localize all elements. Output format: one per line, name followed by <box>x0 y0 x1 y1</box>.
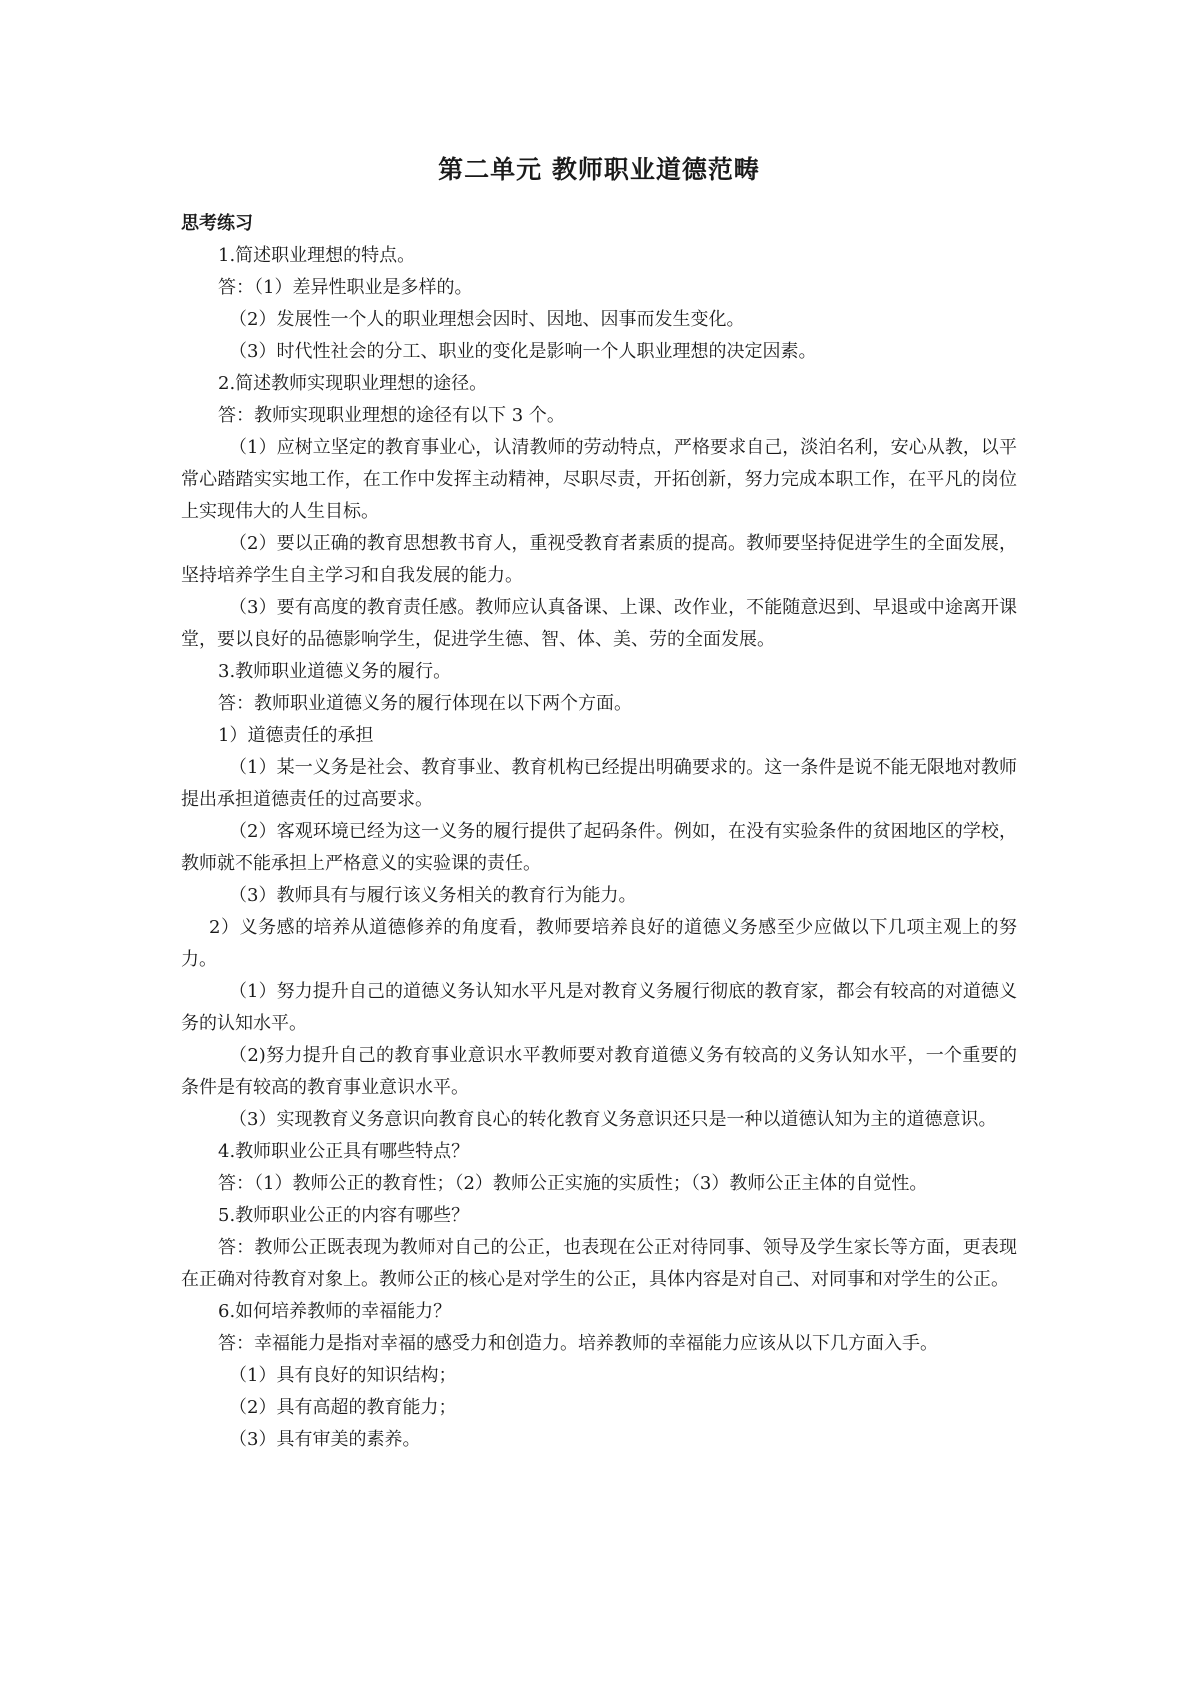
paragraph: 答：教师职业道德义务的履行体现在以下两个方面。 <box>218 693 632 714</box>
paragraph: （1）某一义务是社会、教育事业、教育机构已经提出明确要求的。这一条件是说不能无限地对教师提出承担道德责任的过高要求。 <box>181 757 1017 810</box>
section-heading: 思考练习 <box>181 213 253 234</box>
paragraph: （2）发展性一个人的职业理想会因时、因地、因事而发生变化。 <box>229 309 745 330</box>
paragraph: 1）道德责任的承担 <box>218 725 374 746</box>
paragraph: 6.如何培养教师的幸福能力？ <box>218 1301 452 1322</box>
document-page <box>181 150 1017 1456</box>
paragraph: 答：教师实现职业理想的途径有以下 3 个。 <box>218 405 565 426</box>
paragraph: 2.简述教师实现职业理想的途径。 <box>218 373 488 394</box>
paragraph: 3.教师职业道德义务的履行。 <box>218 661 452 682</box>
paragraph: （1）应树立坚定的教育事业心，认清教师的劳动特点，严格要求自己，淡泊名利，安心从教，以平常心踏踏实实地工作，在工作中发挥主动精神，尽职尽责，开拓创新，努力完成本职工作，在平凡的岗位上实现伟大的人生目标。 <box>181 437 1017 522</box>
paragraph: 答：教师公正既表现为教师对自己的公正，也表现在公正对待同事、领导及学生家长等方面，更表现在正确对待教育对象上。教师公正的核心是对学生的公正，具体内容是对自己、对同事和对学生的公正。 <box>181 1237 1017 1290</box>
page-title: 第二单元 教师职业道德范畴 <box>438 155 760 184</box>
paragraph: 4.教师职业公正具有哪些特点？ <box>218 1141 470 1162</box>
paragraph: （1）努力提升自己的道德义务认知水平凡是对教育义务履行彻底的教育家，都会有较高的对道德义务的认知水平。 <box>181 981 1017 1034</box>
paragraph: 5.教师职业公正的内容有哪些？ <box>218 1205 470 1226</box>
paragraph: （1）具有良好的知识结构； <box>229 1365 457 1386</box>
document-body <box>181 240 1017 1456</box>
paragraph: 答：幸福能力是指对幸福的感受力和创造力。培养教师的幸福能力应该从以下几方面入手。 <box>218 1333 938 1354</box>
paragraph: 答：（1）教师公正的教育性；（2）教师公正实施的实质性；（3）教师公正主体的自觉性。 <box>218 1173 928 1194</box>
paragraph: （2）具有高超的教育能力； <box>229 1397 457 1418</box>
paragraph: （3）时代性社会的分工、职业的变化是影响一个人职业理想的决定因素。 <box>229 341 817 362</box>
paragraph: 1.简述职业理想的特点。 <box>218 245 416 266</box>
paragraph: （2）要以正确的教育思想教书育人，重视受教育者素质的提高。教师要坚持促进学生的全面发展，坚持培养学生自主学习和自我发展的能力。 <box>181 533 1017 586</box>
paragraph: （3）实现教育义务意识向教育良心的转化教育义务意识还只是一种以道德认知为主的道德意识。 <box>229 1109 997 1130</box>
paragraph: （3）教师具有与履行该义务相关的教育行为能力。 <box>229 885 637 906</box>
paragraph: （3）要有高度的教育责任感。教师应认真备课、上课、改作业，不能随意迟到、早退或中途离开课堂，要以良好的品德影响学生，促进学生德、智、体、美、劳的全面发展。 <box>181 597 1017 650</box>
paragraph: （2）客观环境已经为这一义务的履行提供了起码条件。例如，在没有实验条件的贫困地区的学校，教师就不能承担上严格意义的实验课的责任。 <box>181 821 1017 874</box>
paragraph: （2)努力提升自己的教育事业意识水平教师要对教育道德义务有较高的义务认知水平，一个重要的条件是有较高的教育事业意识水平。 <box>181 1045 1017 1098</box>
paragraph: 2）义务感的培养从道德修养的角度看，教师要培养良好的道德义务感至少应做以下几项主观上的努力。 <box>181 917 1017 970</box>
paragraph: 答：（1）差异性职业是多样的。 <box>218 277 473 298</box>
paragraph: （3）具有审美的素养。 <box>229 1429 421 1450</box>
